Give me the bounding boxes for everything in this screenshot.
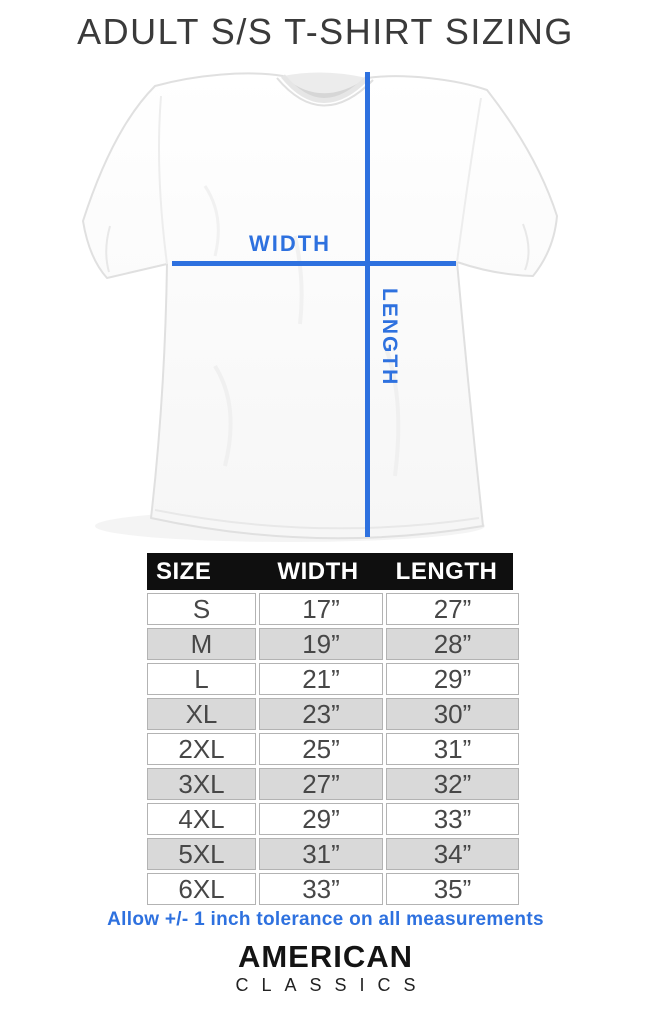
width-cell: 25” bbox=[259, 733, 383, 765]
table-row bbox=[147, 768, 519, 800]
size-table-body bbox=[147, 593, 513, 905]
width-cell: 31” bbox=[259, 838, 383, 870]
length-cell: 35” bbox=[386, 873, 519, 905]
header-cell-width: WIDTH bbox=[277, 557, 359, 585]
length-cell: 30” bbox=[386, 698, 519, 730]
length-label: LENGTH bbox=[378, 288, 401, 387]
length-cell: 29” bbox=[386, 663, 519, 695]
brand-name-primary: AMERICAN bbox=[237, 939, 414, 974]
table-row bbox=[147, 733, 519, 765]
size-cell: S bbox=[147, 593, 256, 625]
size-cell: L bbox=[147, 663, 256, 695]
size-cell: XL bbox=[147, 698, 256, 730]
table-row bbox=[147, 663, 519, 695]
length-measure-line bbox=[365, 72, 370, 537]
size-cell: 4XL bbox=[147, 803, 256, 835]
width-measure-line bbox=[172, 261, 456, 266]
length-cell: 28” bbox=[386, 628, 519, 660]
size-cell: 3XL bbox=[147, 768, 256, 800]
length-cell: 33” bbox=[386, 803, 519, 835]
length-cell: 27” bbox=[386, 593, 519, 625]
width-label: WIDTH bbox=[248, 231, 332, 256]
width-cell: 23” bbox=[259, 698, 383, 730]
width-cell: 19” bbox=[259, 628, 383, 660]
size-table bbox=[147, 553, 513, 905]
brand-logo bbox=[0, 941, 651, 994]
brand-name-secondary: CLASSICS bbox=[235, 975, 429, 995]
table-row bbox=[147, 873, 519, 905]
width-cell: 21” bbox=[259, 663, 383, 695]
tshirt-body-shape bbox=[83, 73, 557, 538]
table-row bbox=[147, 838, 519, 870]
length-cell: 32” bbox=[386, 768, 519, 800]
tshirt-illustration bbox=[55, 66, 565, 548]
width-cell: 29” bbox=[259, 803, 383, 835]
size-cell: 6XL bbox=[147, 873, 256, 905]
table-row bbox=[147, 698, 519, 730]
length-cell: 31” bbox=[386, 733, 519, 765]
table-row bbox=[147, 593, 519, 625]
table-row bbox=[147, 803, 519, 835]
width-cell: 33” bbox=[259, 873, 383, 905]
header-cell-size: SIZE bbox=[156, 557, 212, 585]
header-cell-length: LENGTH bbox=[395, 557, 498, 585]
page-title: ADULT S/S T-SHIRT SIZING bbox=[77, 11, 574, 52]
size-cell: M bbox=[147, 628, 256, 660]
size-cell: 2XL bbox=[147, 733, 256, 765]
size-table-header bbox=[147, 553, 513, 590]
tolerance-note: Allow +/- 1 inch tolerance on all measurements bbox=[107, 909, 544, 930]
width-cell: 17” bbox=[259, 593, 383, 625]
table-row bbox=[147, 628, 519, 660]
length-cell: 34” bbox=[386, 838, 519, 870]
width-cell: 27” bbox=[259, 768, 383, 800]
size-cell: 5XL bbox=[147, 838, 256, 870]
